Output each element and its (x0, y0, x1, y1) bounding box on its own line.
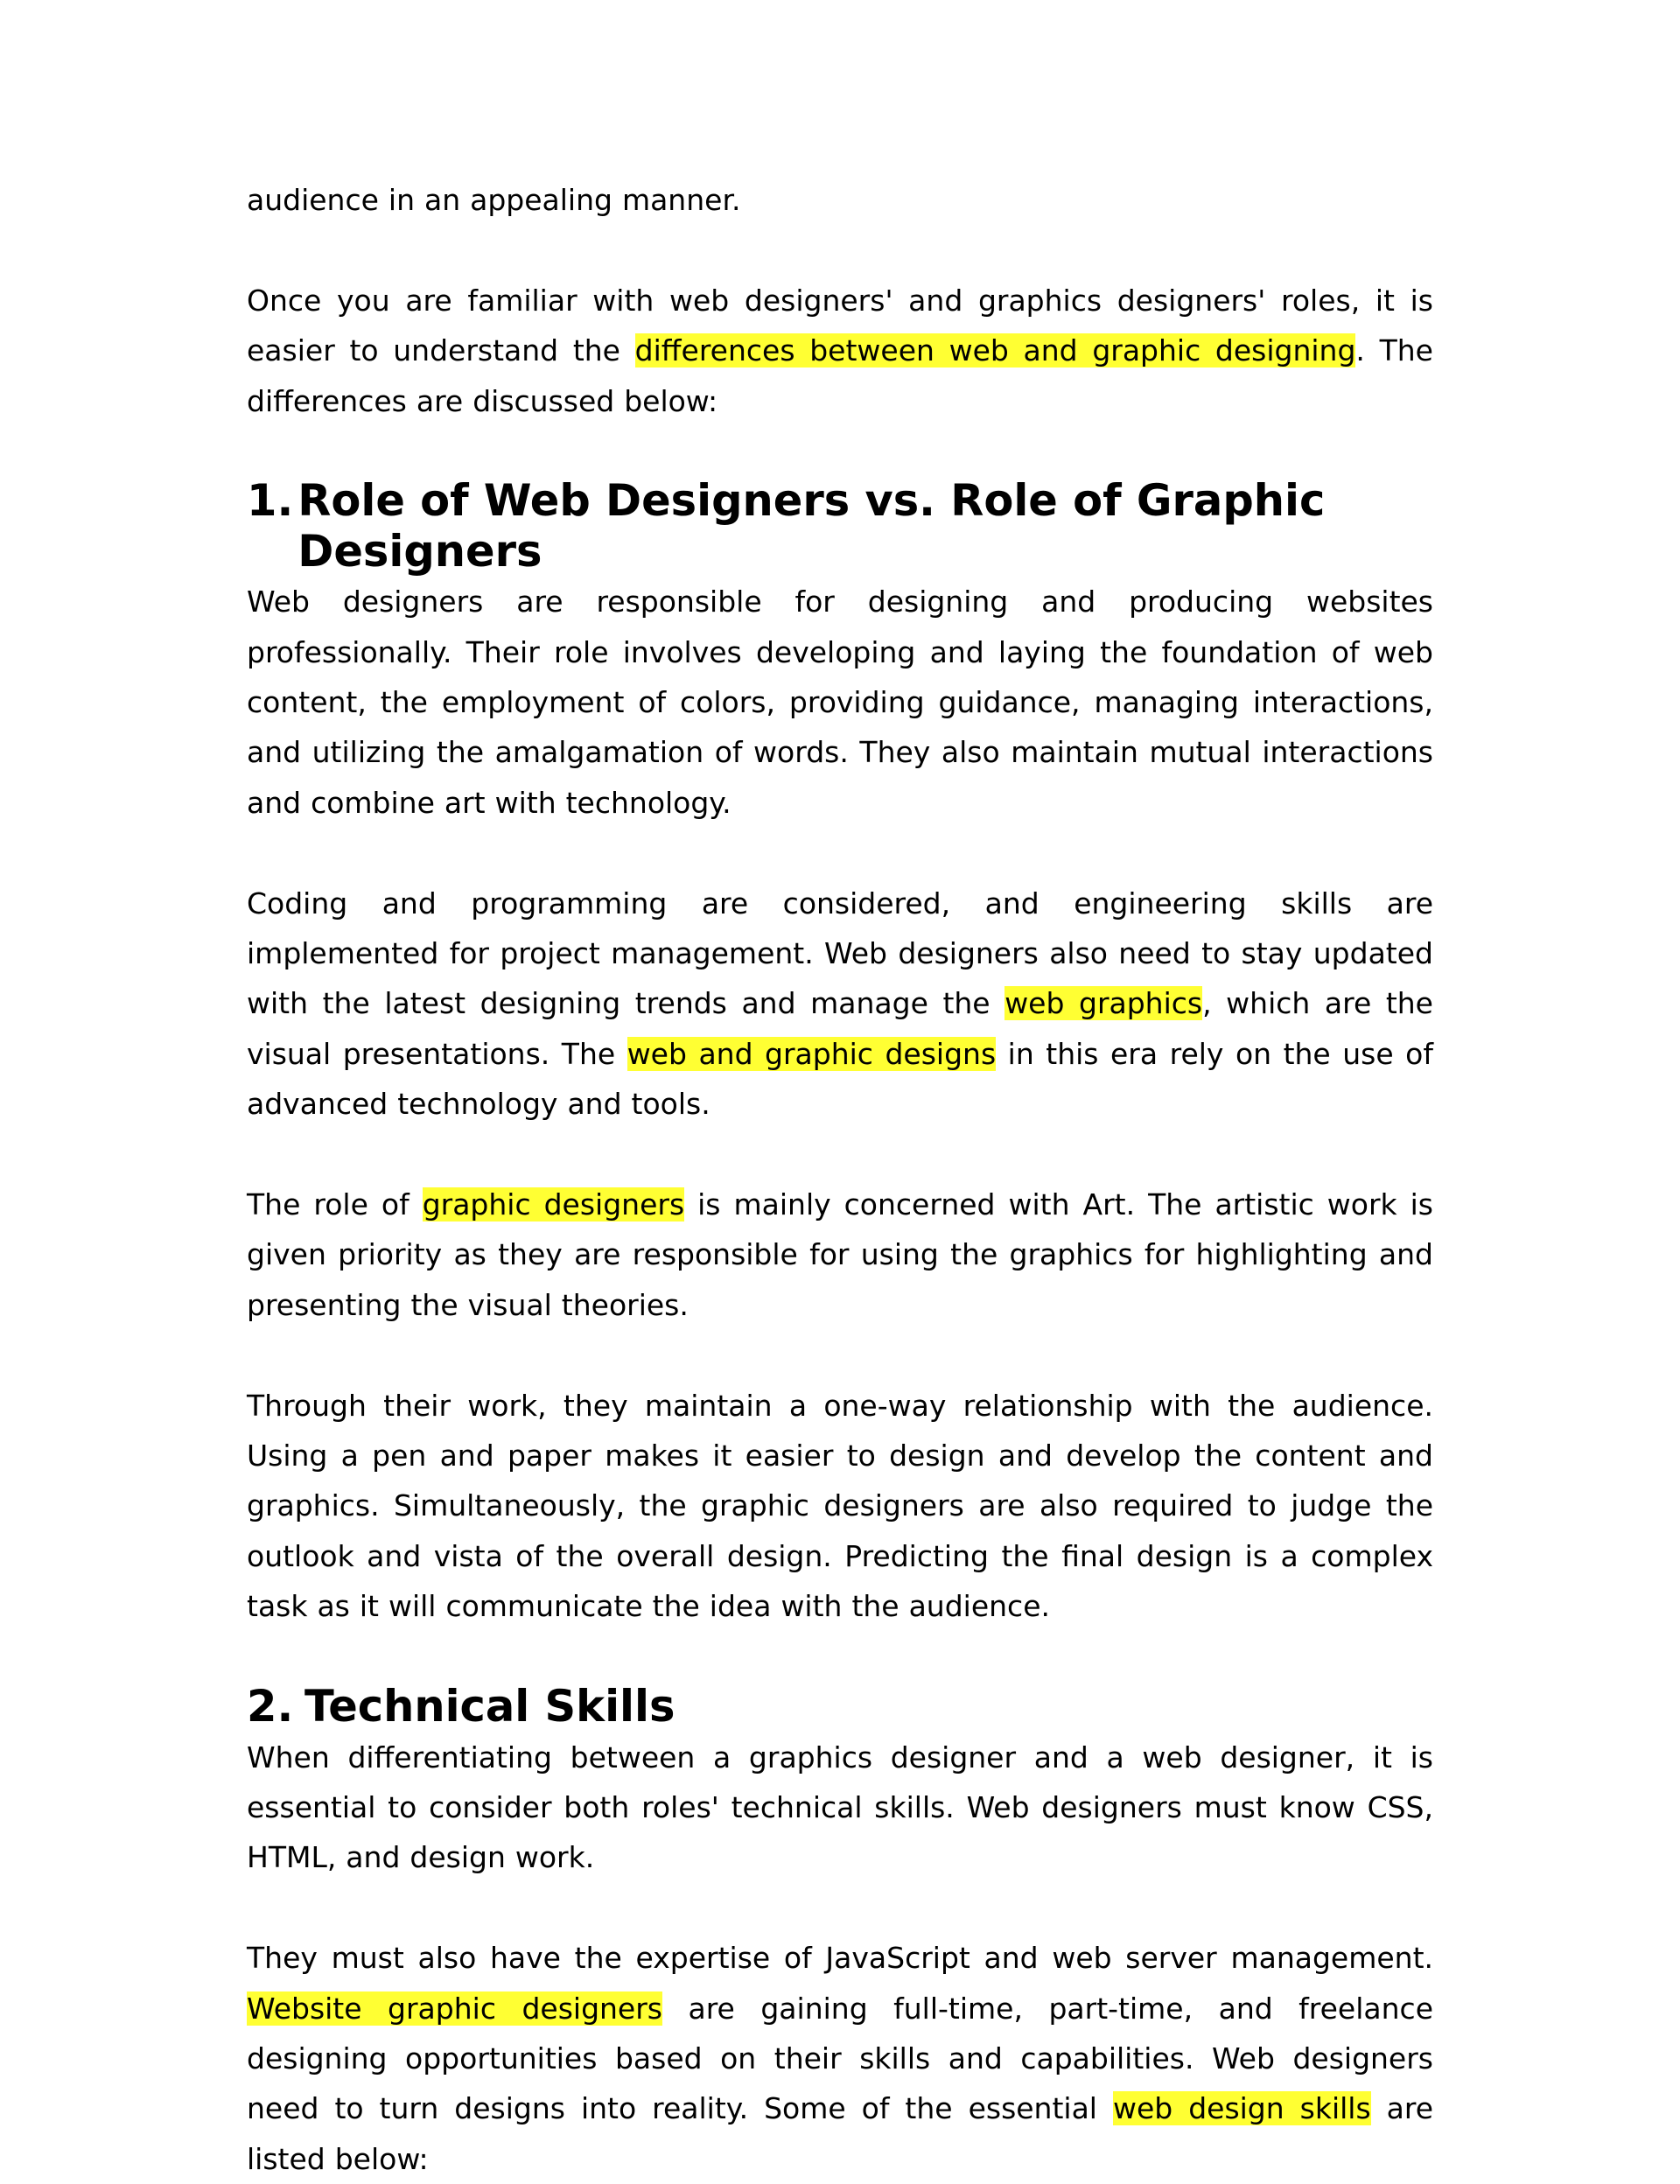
paragraph-text: Once you are familiar with web designers' and graphics designers' roles, it is easier to understand the (247, 283, 1433, 368)
paragraph-javascript-expertise (247, 1933, 1433, 2184)
paragraph-text: . The differences are discussed below: (247, 333, 1433, 418)
paragraph-text: are gaining full-time, part-time, and freelance designing opportunities based on their skills and capabilities. Web designers need to turn designs into reality. Some of the essential (247, 1991, 1433, 2126)
highlighted-phrase: web and graphic designs (626, 1036, 997, 1071)
paragraph-text: They must also have the expertise of JavaScript and web server management. (247, 1941, 1433, 1976)
paragraph-web-designers-role (247, 577, 1433, 828)
paragraph-text: The role of (247, 1187, 423, 1222)
paragraph-text: Web designers are responsible for designing and producing websites professionally. Their role involves developing and laying the foundation of web content, the employment of colors, providing guidance, managing interactions, and utilizing the amalgamation of words. They also maintain mutual interactions and combine art with technology. (247, 584, 1433, 820)
section-number: 1. (247, 475, 294, 527)
paragraph-text: in this era rely on the use of advanced technology and tools. (247, 1036, 1433, 1122)
paragraph-text: Coding and programming are considered, and engineering skills are implemented for project management. Web designers also need to stay updated with the latest designing trends and manage the (247, 886, 1433, 1021)
paragraph-text: audience in an appealing manner. (247, 183, 741, 217)
paragraph-text: , which are the visual presentations. The (247, 986, 1433, 1071)
highlighted-phrase: graphic designers (422, 1187, 685, 1222)
paragraph-differences-intro (247, 276, 1433, 426)
paragraph-technical-skills (247, 1732, 1433, 1883)
paragraph-text: Through their work, they maintain a one-way relationship with the audience. Using a pen and paper makes it easier to design and develop the content and graphics. Simultaneously, the graphic designers are also required to judge the outlook and vista of the overall design. Predicting the final design is a complex task as it will communicate the idea with the audience. (247, 1388, 1433, 1624)
highlighted-phrase: differences between web and graphic designing (634, 333, 1356, 368)
paragraph-text: are listed below: (247, 2091, 1434, 2176)
section-number: 2. (247, 1681, 294, 1732)
section-title: Role of Web Designers vs. Role of Graphic Designers (298, 475, 1326, 577)
paragraph-graphic-designers-role (247, 1180, 1433, 1330)
section-title: Technical Skills (304, 1681, 676, 1732)
document-page (247, 175, 1433, 2184)
paragraph-coding-programming (247, 878, 1433, 1130)
paragraph-one-way-relationship (247, 1381, 1433, 1632)
paragraph-text: is mainly concerned with Art. The artistic work is given priority as they are responsible for using the graphics for highlighting and presenting the visual theories. (247, 1187, 1434, 1322)
highlighted-phrase: web graphics (1004, 986, 1203, 1021)
paragraph-intro-continuation (247, 175, 1433, 225)
section-heading-technical-skills (247, 1682, 1433, 1732)
highlighted-phrase: web design skills (1112, 2091, 1371, 2126)
highlighted-phrase: Website graphic designers (247, 1991, 662, 2026)
section-heading-role (247, 476, 1433, 577)
paragraph-text: When differentiating between a graphics designer and a web designer, it is essential to consider both roles' technical skills. Web designers must know CSS, HTML, and design work. (247, 1740, 1433, 1875)
